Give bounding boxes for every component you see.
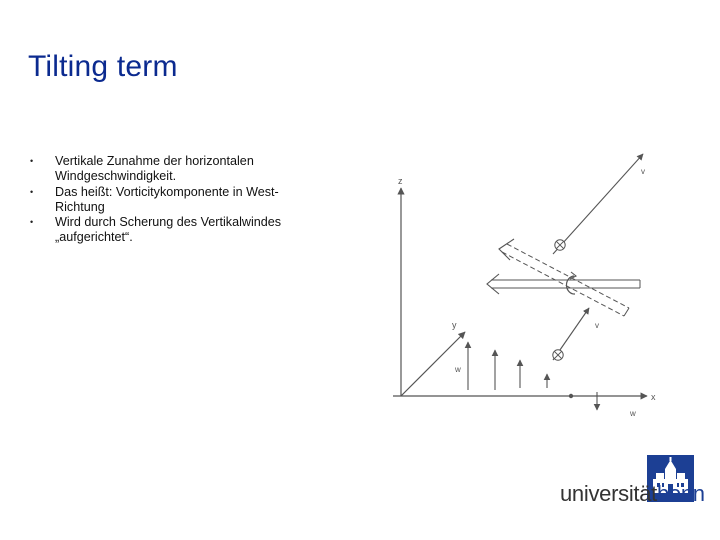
x-axis-label: x [651, 392, 656, 402]
bullet-text: Das heißt: Vorticitykomponente in West-Richtung [55, 184, 279, 214]
slide-title: Tilting term [28, 50, 178, 84]
bullet-icon: • [30, 156, 34, 166]
bullet-item [28, 185, 328, 216]
z-axis-label: z [398, 176, 403, 186]
origin-dot [569, 394, 573, 398]
bullet-item [28, 154, 328, 185]
bullet-icon: • [30, 186, 34, 197]
y-axis-label: y [452, 320, 457, 330]
v-label-lower: v [595, 321, 599, 330]
tilting-diagram [385, 148, 675, 428]
w-label-left: w [455, 365, 461, 374]
logo-text-prefix: universität [560, 481, 657, 506]
bullet-text: Vertikale Zunahme der horizontalen Windgeschwindigkeit. [55, 154, 254, 184]
bullet-icon: • [30, 217, 34, 228]
y-axis-line [401, 332, 465, 396]
cross-circle-icon [553, 350, 563, 360]
v-arrow-upper [553, 154, 643, 254]
logo-text-brand: bonn [656, 481, 705, 506]
cross-circle-icon [555, 240, 565, 250]
horizontal-vortex-tube [487, 274, 640, 294]
bullet-list [28, 154, 328, 246]
rotation-arrowhead [570, 272, 576, 279]
university-logo [560, 455, 705, 507]
bullet-text: Wird durch Scherung des Vertikalwindes „aufgerichtet“. [55, 215, 282, 245]
tilted-vortex-tube [499, 239, 629, 316]
v-label-upper: v [641, 167, 645, 176]
logo-wordmark [560, 481, 705, 507]
bullet-item [28, 215, 328, 246]
w-label-bottom: w [630, 409, 636, 418]
